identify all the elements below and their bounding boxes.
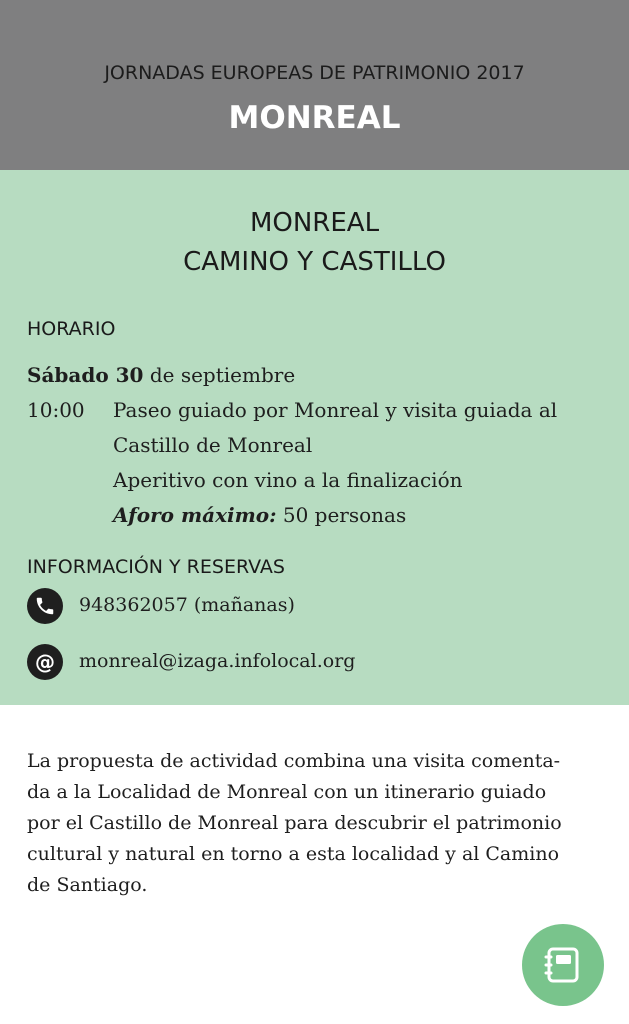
event-date-month: de septiembre (143, 363, 296, 387)
schedule-line-3: Aperitivo con vino a la finalización (113, 468, 463, 492)
event-title-line1: MONREAL (249, 208, 380, 238)
event-date-day: Sábado 30 (27, 363, 144, 387)
series-title: JORNADAS EUROPEAS DE PATRIMONIO 2017 (104, 62, 525, 84)
capacity-line (113, 503, 406, 527)
description-line: de Santiago. (27, 874, 148, 896)
capacity-label: Aforo máximo: (113, 503, 277, 527)
place-title: MONREAL (228, 100, 401, 136)
horario-heading: HORARIO (27, 318, 116, 340)
schedule-line-2: Castillo de Monreal (113, 433, 313, 457)
at-icon: @ (27, 644, 63, 680)
description-line: cultural y natural en torno a esta localidad y al Camino (27, 843, 560, 865)
header-band (0, 0, 629, 170)
phone-glyph (34, 595, 56, 617)
description-line: La propuesta de actividad combina una visita comenta- (27, 750, 561, 772)
activity-description (27, 746, 607, 901)
notebook-button[interactable] (522, 924, 604, 1006)
info-heading: INFORMACIÓN Y RESERVAS (27, 556, 285, 578)
phone-number[interactable]: 948362057 (mañanas) (79, 594, 295, 616)
event-time: 10:00 (27, 398, 85, 422)
description-line: da a la Localidad de Monreal con un itinerario guiado (27, 781, 547, 803)
capacity-value: 50 personas (276, 503, 407, 527)
event-panel (0, 170, 629, 705)
event-title-line2: CAMINO Y CASTILLO (183, 247, 446, 277)
schedule-line-1: Paseo guiado por Monreal y visita guiada al (113, 398, 558, 422)
phone-icon (27, 588, 63, 624)
email-address[interactable]: monreal@izaga.infolocal.org (79, 650, 356, 672)
notebook-icon (540, 942, 586, 988)
description-line: por el Castillo de Monreal para descubrir el patrimonio (27, 812, 562, 834)
event-date (27, 363, 295, 387)
